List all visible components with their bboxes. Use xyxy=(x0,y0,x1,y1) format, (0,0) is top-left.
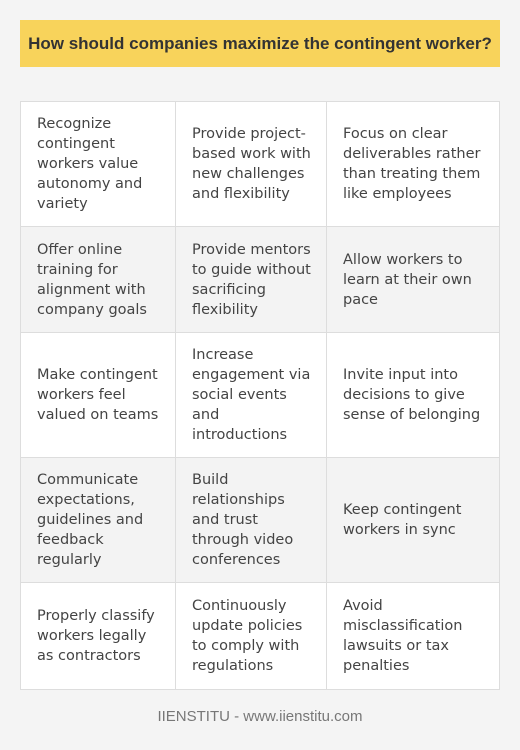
table-cell: Invite input into decisions to give sense of belonging xyxy=(327,333,499,458)
table-cell: Provide mentors to guide without sacrificing flexibility xyxy=(176,227,327,333)
table-cell: Keep contingent workers in sync xyxy=(327,458,499,583)
page-title: How should companies maximize the contingent worker? xyxy=(28,33,492,53)
table-cell: Focus on clear deliverables rather than treating them like employees xyxy=(327,102,499,227)
table-cell: Build relationships and trust through video conferences xyxy=(176,458,327,583)
table-cell: Allow workers to learn at their own pace xyxy=(327,227,499,333)
table-cell: Offer online training for alignment with company goals xyxy=(21,227,176,333)
table-cell: Continuously update policies to comply with regulations xyxy=(176,583,327,689)
table-cell: Increase engagement via social events and introductions xyxy=(176,333,327,458)
table-cell: Properly classify workers legally as contractors xyxy=(21,583,176,689)
table-cell: Provide project-based work with new challenges and flexibility xyxy=(176,102,327,227)
content-table xyxy=(20,101,500,690)
title-banner xyxy=(20,20,500,67)
footer-credit: IIENSTITU - www.iienstitu.com xyxy=(157,708,363,725)
table-cell: Communicate expectations, guidelines and feedback regularly xyxy=(21,458,176,583)
table-cell: Avoid misclassification lawsuits or tax penalties xyxy=(327,583,499,689)
table-cell: Recognize contingent workers value autonomy and variety xyxy=(21,102,176,227)
table-cell: Make contingent workers feel valued on teams xyxy=(21,333,176,458)
